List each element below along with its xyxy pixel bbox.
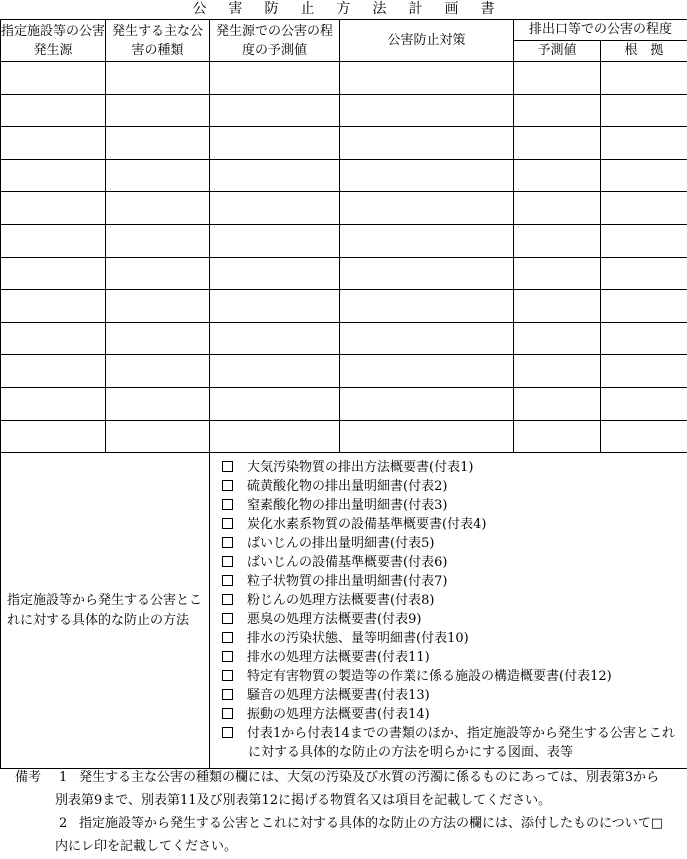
checklist-item-label: ばいじんの排出量明細書(付表5)	[247, 536, 435, 552]
table-cell[interactable]	[106, 94, 210, 127]
table-cell[interactable]	[340, 224, 514, 257]
table-row	[1, 224, 687, 257]
table-cell[interactable]	[106, 355, 210, 388]
table-cell[interactable]	[514, 62, 601, 95]
table-row	[1, 355, 687, 388]
table-cell[interactable]	[601, 192, 687, 225]
checkbox[interactable]	[222, 480, 233, 491]
table-cell[interactable]	[340, 94, 514, 127]
remarks	[15, 766, 680, 858]
table-cell[interactable]	[210, 290, 340, 323]
checklist-item	[222, 458, 687, 477]
table-cell[interactable]	[514, 257, 601, 290]
checkbox[interactable]	[222, 651, 233, 662]
table-cell[interactable]	[210, 62, 340, 95]
table-cell[interactable]	[106, 224, 210, 257]
checklist-item	[222, 705, 687, 724]
table-cell[interactable]	[1, 322, 106, 355]
header-outlet-degree: 排出口等での公害の程度	[514, 20, 687, 41]
table-cell[interactable]	[106, 420, 210, 453]
table-cell[interactable]	[1, 224, 106, 257]
table-cell[interactable]	[1, 192, 106, 225]
table-cell[interactable]	[514, 224, 601, 257]
table-cell[interactable]	[514, 290, 601, 323]
checkbox[interactable]	[222, 727, 233, 738]
table-row	[1, 127, 687, 160]
table-cell[interactable]	[106, 192, 210, 225]
checklist-item	[222, 686, 687, 705]
checklist-item-label: 振動の処理方法概要書(付表14)	[247, 707, 430, 723]
table-cell[interactable]	[340, 387, 514, 420]
checklist-item	[222, 667, 687, 686]
table-cell[interactable]	[514, 192, 601, 225]
page-title: 公害防止方法計画書	[192, 1, 517, 17]
table-cell[interactable]	[601, 159, 687, 192]
checklist-item-label: 排水の汚染状態、量等明細書(付表10)	[247, 631, 469, 647]
table-cell[interactable]	[340, 127, 514, 160]
checkbox[interactable]	[222, 594, 233, 605]
remark-2-number: 2	[59, 816, 68, 831]
header-pollution-source: 指定施設等の公害発生源	[1, 20, 106, 62]
table-cell[interactable]	[340, 322, 514, 355]
table-cell[interactable]	[106, 127, 210, 160]
checkbox[interactable]	[222, 708, 233, 719]
table-cell[interactable]	[514, 159, 601, 192]
table-cell[interactable]	[210, 322, 340, 355]
checklist-item-label: 騒音の処理方法概要書(付表13)	[247, 688, 430, 704]
checklist-item-label: 炭化水素系物質の設備基準概要書(付表4)	[247, 517, 487, 533]
checklist-item	[222, 553, 687, 572]
table-cell[interactable]	[210, 355, 340, 388]
table-cell[interactable]	[340, 62, 514, 95]
checkbox[interactable]	[222, 518, 233, 529]
table-row	[1, 62, 687, 95]
remark-2-continuation: 内にレ印を記載してください。	[55, 839, 238, 854]
table-cell[interactable]	[210, 224, 340, 257]
table-row	[1, 94, 687, 127]
checklist-item-label: 悪臭の処理方法概要書(付表9)	[247, 612, 422, 628]
table-cell[interactable]	[601, 224, 687, 257]
table-cell[interactable]	[340, 257, 514, 290]
checklist-item	[222, 534, 687, 553]
table-cell[interactable]	[514, 420, 601, 453]
checklist-item-label: 特定有害物質の製造等の作業に係る施設の構造概要書(付表12)	[247, 669, 612, 685]
table-cell[interactable]	[601, 62, 687, 95]
table-cell[interactable]	[210, 159, 340, 192]
table-cell[interactable]	[106, 62, 210, 95]
table-cell[interactable]	[340, 355, 514, 388]
table-cell[interactable]	[601, 387, 687, 420]
checklist-item	[222, 648, 687, 667]
table-row	[1, 420, 687, 453]
table-cell[interactable]	[1, 94, 106, 127]
table-row	[1, 387, 687, 420]
table-cell[interactable]	[210, 192, 340, 225]
checkbox[interactable]	[222, 670, 233, 681]
checkbox[interactable]	[222, 575, 233, 586]
table-cell[interactable]	[514, 322, 601, 355]
table-cell[interactable]	[210, 387, 340, 420]
checkbox[interactable]	[222, 689, 233, 700]
table-row	[1, 192, 687, 225]
remark-2-text: 指定施設等から発生する公害とこれに対する具体的な防止の方法の欄には、添付したものについて□	[79, 816, 664, 831]
table-cell[interactable]	[601, 127, 687, 160]
checklist-item-label: 窒素酸化物の排出量明細書(付表3)	[247, 498, 448, 514]
checkbox[interactable]	[222, 461, 233, 472]
checkbox[interactable]	[222, 632, 233, 643]
checkbox[interactable]	[222, 556, 233, 567]
table-cell[interactable]	[601, 355, 687, 388]
checklist-item	[222, 591, 687, 610]
checklist-item-label: 付表1から付表14までの書類のほか、指定施設等から発生する公害とこれに対する具体的な防止の方法を明らかにする図面、表等	[247, 726, 675, 761]
table-cell[interactable]	[1, 290, 106, 323]
table-cell[interactable]	[106, 290, 210, 323]
checklist-item	[222, 629, 687, 648]
checklist-item	[222, 496, 687, 515]
table-cell[interactable]	[210, 127, 340, 160]
header-outlet-prediction: 予測値	[514, 41, 601, 62]
table-cell[interactable]	[1, 355, 106, 388]
checklist-item	[222, 610, 687, 629]
header-countermeasures: 公害防止対策	[340, 20, 514, 62]
table-cell[interactable]	[340, 290, 514, 323]
table-cell[interactable]	[106, 257, 210, 290]
table-cell[interactable]	[1, 159, 106, 192]
checkbox[interactable]	[222, 613, 233, 624]
table-cell[interactable]	[1, 127, 106, 160]
table-cell[interactable]	[601, 257, 687, 290]
table-cell[interactable]	[210, 257, 340, 290]
remarks-label-spacer	[15, 812, 59, 835]
checkbox[interactable]	[222, 537, 233, 548]
table-cell[interactable]	[514, 355, 601, 388]
checklist-item-label: 粒子状物質の排出量明細書(付表7)	[247, 574, 448, 590]
table-row	[1, 257, 687, 290]
checklist-item-label: 大気汚染物質の排出方法概要書(付表1)	[247, 460, 474, 476]
table-row	[1, 159, 687, 192]
table-row	[1, 290, 687, 323]
remarks-label: 備考	[15, 770, 42, 785]
table-cell[interactable]	[1, 62, 106, 95]
header-outlet-basis: 根 拠	[601, 41, 687, 62]
table-cell[interactable]	[106, 159, 210, 192]
table-cell[interactable]	[340, 192, 514, 225]
table-cell[interactable]	[340, 420, 514, 453]
table-cell[interactable]	[601, 290, 687, 323]
table-cell[interactable]	[106, 387, 210, 420]
remark-1-text: 発生する主な公害の種類の欄には、大気の汚染及び水質の汚濁に係るものにあっては、別表第3から	[79, 770, 660, 785]
table-cell[interactable]	[106, 322, 210, 355]
notes-section-label: 指定施設等から発生する公害とこれに対する具体的な防止の方法	[1, 453, 210, 769]
checklist-item	[222, 572, 687, 591]
table-row	[1, 322, 687, 355]
checklist-item-label: 粉じんの処理方法概要書(付表8)	[247, 593, 435, 609]
table-cell[interactable]	[514, 387, 601, 420]
table-cell[interactable]	[601, 322, 687, 355]
table-cell[interactable]	[514, 127, 601, 160]
attachment-checklist	[210, 453, 687, 769]
checklist-item-label: 硫黄酸化物の排出量明細書(付表2)	[247, 479, 448, 495]
table-cell[interactable]	[514, 94, 601, 127]
table-cell[interactable]	[340, 159, 514, 192]
header-source-prediction: 発生源での公害の程度の予測値	[210, 20, 340, 62]
checklist-item-label: 排水の処理方法概要書(付表11)	[247, 650, 430, 666]
checkbox[interactable]	[222, 499, 233, 510]
checklist-item-label: ばいじんの設備基準概要書(付表6)	[247, 555, 448, 571]
checklist-item	[222, 515, 687, 534]
remark-1-continuation: 別表第9まで、別表第11及び別表第12に掲げる物質名又は項目を記載してください。	[55, 793, 552, 808]
table-cell[interactable]	[1, 257, 106, 290]
table-cell[interactable]	[1, 387, 106, 420]
table-cell[interactable]	[601, 94, 687, 127]
checklist-item	[222, 477, 687, 496]
pollution-plan-table	[0, 19, 687, 769]
remark-1-number: 1	[59, 770, 68, 785]
table-cell[interactable]	[1, 420, 106, 453]
table-cell[interactable]	[210, 420, 340, 453]
header-pollution-type: 発生する主な公害の種類	[106, 20, 210, 62]
table-cell[interactable]	[601, 420, 687, 453]
checklist-item	[222, 724, 687, 762]
table-cell[interactable]	[210, 94, 340, 127]
